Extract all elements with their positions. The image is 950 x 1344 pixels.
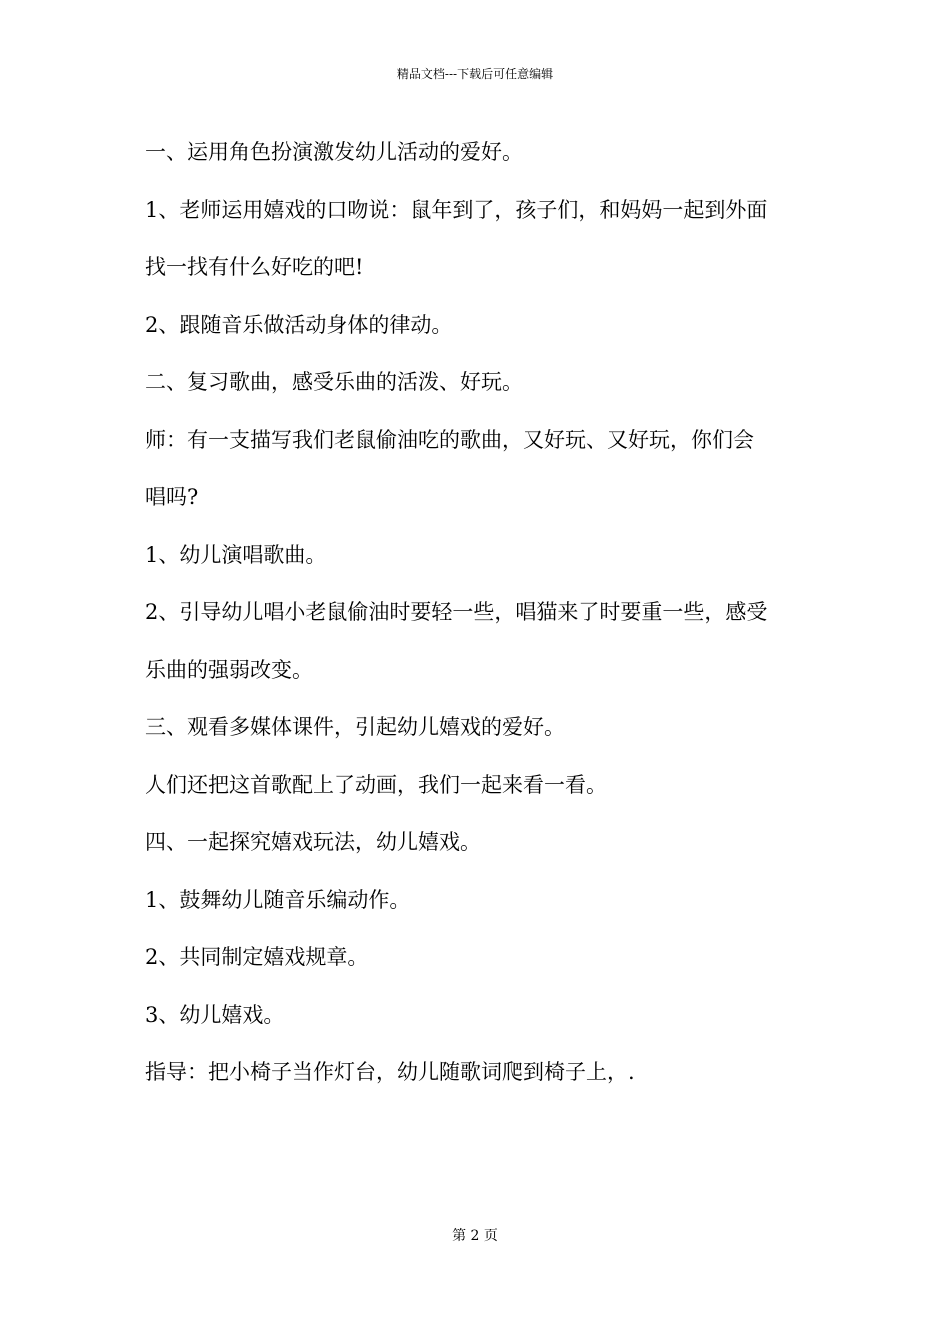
text-line: 二、复习歌曲，感受乐曲的活泼、好玩。: [145, 370, 523, 394]
text-line: 乐曲的强弱改变。: [145, 657, 313, 682]
text-line: 师：有一支描写我们老鼠偷油吃的歌曲，又好玩、又好玩，你们会: [145, 427, 754, 452]
text-line: 1、老师运用嬉戏的口吻说：鼠年到了，孩子们，和妈妈一起到外面: [145, 197, 768, 222]
text-line: 2、跟随音乐做活动身体的律动。: [145, 312, 453, 337]
text-line: 2、引导幼儿唱小老鼠偷油时要轻一些，唱猫来了时要重一些，感受: [145, 600, 768, 624]
text-line: 指导：把小椅子当作灯台，幼儿随歌词爬到椅子上，.: [145, 1060, 635, 1084]
page-header: 精品文档---下载后可任意编辑: [396, 67, 554, 81]
text-line: 1、鼓舞幼儿随音乐编动作。: [145, 887, 411, 912]
text-line: 三、观看多媒体课件，引起幼儿嬉戏的爱好。: [145, 715, 565, 739]
text-line: 找一找有什么好吃的吧!: [145, 255, 364, 279]
text-line: 唱吗?: [145, 485, 199, 509]
text-line: 人们还把这首歌配上了动画，我们一起来看一看。: [145, 772, 607, 797]
text-line: 一、运用角色扮演激发幼儿活动的爱好。: [145, 140, 523, 164]
document-body: [145, 134, 815, 1112]
text-line: 2、共同制定嬉戏规章。: [145, 945, 369, 969]
text-line: 3、幼儿嬉戏。: [145, 1002, 285, 1027]
page-number: 第 2 页: [452, 1228, 498, 1244]
text-line: 1、幼儿演唱歌曲。: [145, 542, 327, 567]
text-line: 四、一起探究嬉戏玩法，幼儿嬉戏。: [145, 830, 481, 854]
